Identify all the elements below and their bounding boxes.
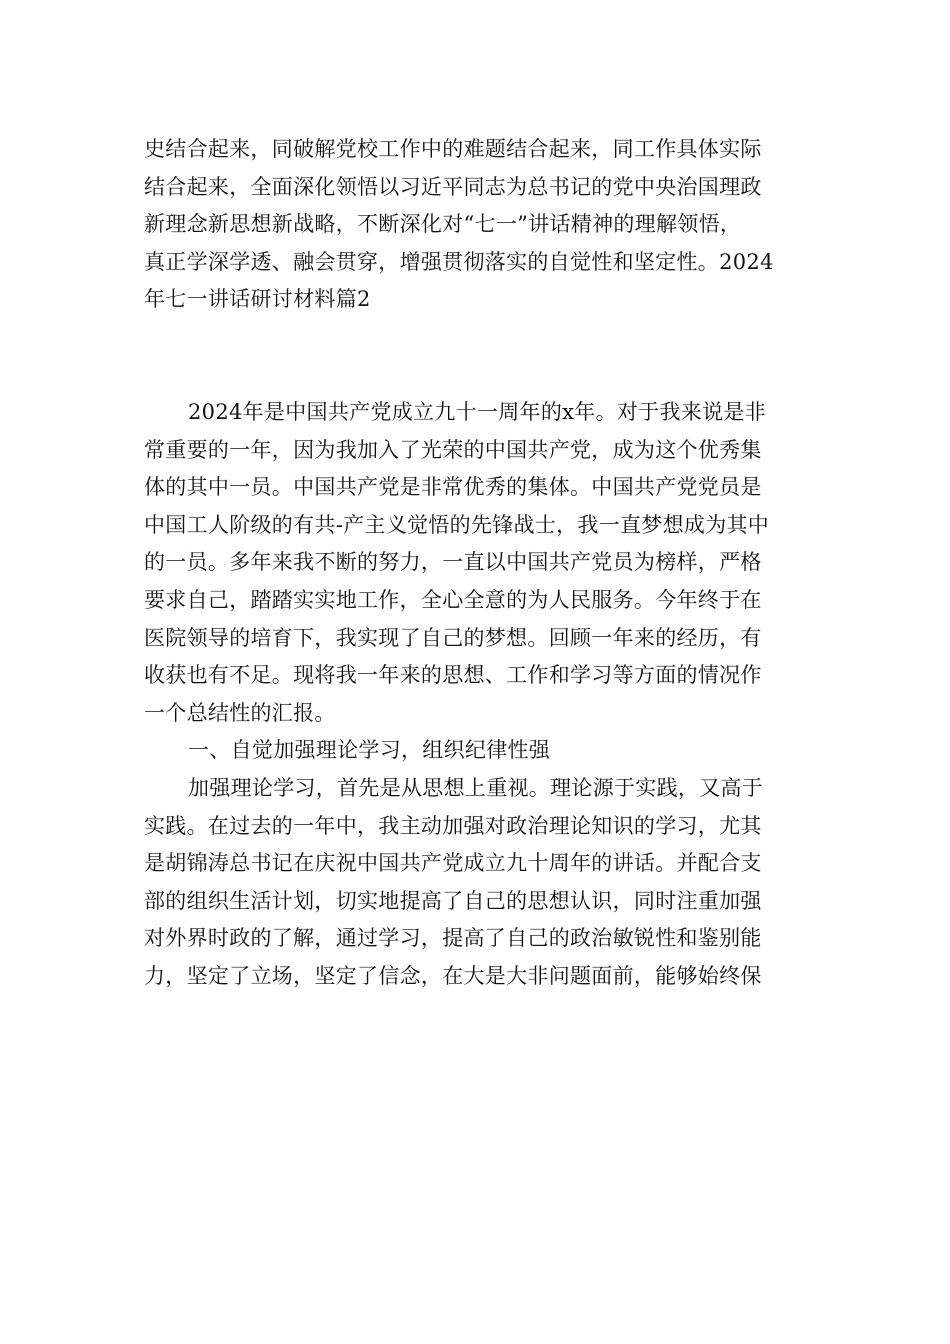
text-line: 中国工人阶级的有共-产主义觉悟的先锋战士，我一直梦想成为其中 bbox=[144, 512, 770, 537]
text-line: 对外界时政的了解，通过学习，提高了自己的政治敏锐性和鉴别能 bbox=[144, 926, 762, 951]
text-line: 医院领导的培育下，我实现了自己的梦想。回顾一年来的经历，有 bbox=[144, 625, 762, 650]
paragraph-theory-study bbox=[144, 770, 812, 996]
text-line: 体的其中一员。中国共产党是非常优秀的集体。中国共产党党员是 bbox=[144, 475, 762, 500]
text-line: 一个总结性的汇报。 bbox=[144, 700, 336, 725]
text-line: 收获也有不足。现将我一年来的思想、工作和学习等方面的情况作 bbox=[144, 663, 762, 688]
text-line: 力，坚定了立场，坚定了信念，在大是大非问题面前，能够始终保 bbox=[144, 963, 762, 988]
text-line: 是胡锦涛总书记在庆祝中国共产党成立九十周年的讲话。并配合支 bbox=[144, 851, 762, 876]
text-line: 的一员。多年来我不断的努力，一直以中国共产党员为榜样，严格 bbox=[144, 550, 762, 575]
paragraph-introduction bbox=[144, 394, 812, 732]
text-line: 真正学深学透、融会贯穿，增强贯彻落实的自觉性和坚定性。2024 bbox=[144, 249, 774, 274]
text-line: 常重要的一年，因为我加入了光荣的中国共产党，成为这个优秀集 bbox=[144, 437, 762, 462]
text-line: 加强理论学习，首先是从思想上重视。理论源于实践，又高于 bbox=[188, 775, 764, 800]
text-line: 要求自己，踏踏实实地工作，全心全意的为人民服务。今年终于在 bbox=[144, 587, 762, 612]
text-line: 年七一讲话研讨材料篇2 bbox=[144, 287, 371, 312]
paragraph-continuation bbox=[144, 131, 812, 319]
text-line: 部的组织生活计划，切实地提高了自己的思想认识，同时注重加强 bbox=[144, 888, 762, 913]
paragraph-gap bbox=[144, 319, 812, 394]
text-line: 2024年是中国共产党成立九十一周年的x年。对于我来说是非 bbox=[188, 399, 766, 424]
text-line: 新理念新思想新战略，不断深化对“七一”讲话精神的理解领悟， bbox=[144, 212, 742, 237]
document-body bbox=[144, 131, 812, 995]
section-heading: 一、自觉加强理论学习，组织纪律性强 bbox=[188, 738, 551, 763]
text-line: 史结合起来，同破解党校工作中的难题结合起来，同工作具体实际 bbox=[144, 137, 762, 161]
text-line: 实践。在过去的一年中，我主动加强对政治理论知识的学习，尤其 bbox=[144, 813, 762, 838]
text-line: 结合起来，全面深化领悟以习近平同志为总书记的党中央治国理政 bbox=[144, 174, 762, 199]
